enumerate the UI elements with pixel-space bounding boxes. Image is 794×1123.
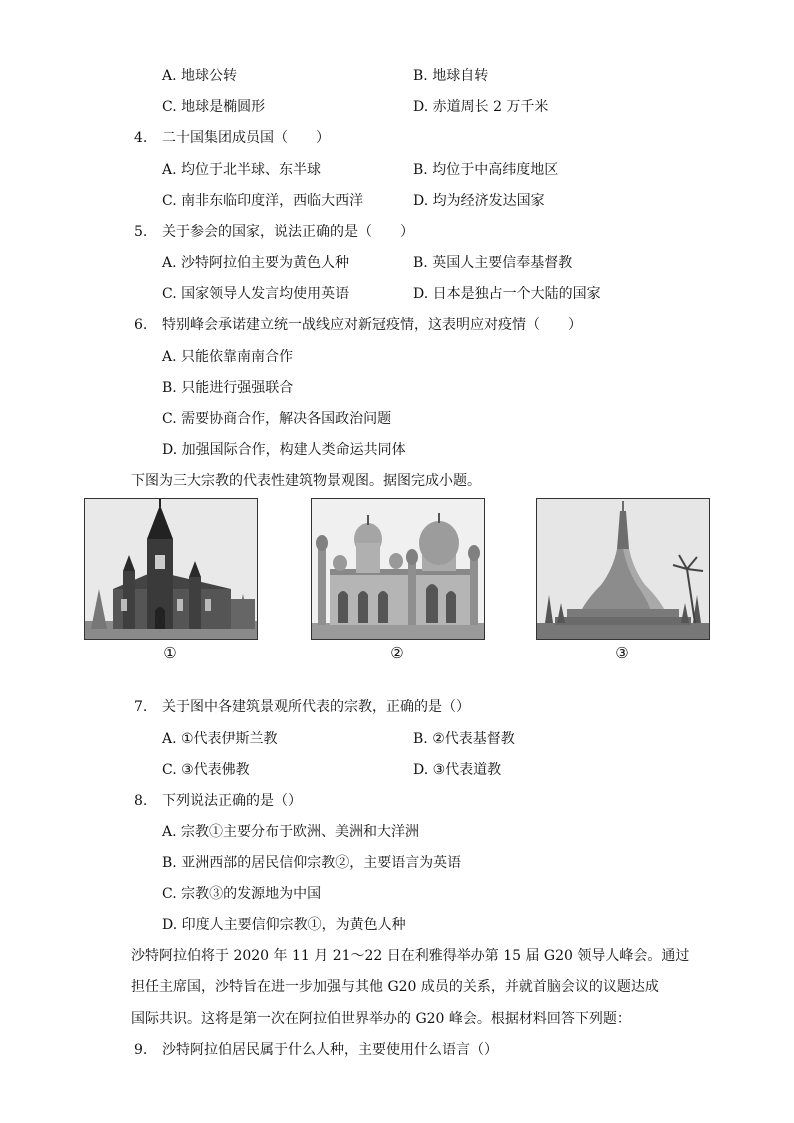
q4-option-d: D. 均为经济发达国家 [413, 193, 545, 209]
q8-option-d: D. 印度人主要信仰宗教①，为黄色人种 [162, 917, 406, 933]
q8-option-a: A. 宗教①主要分布于欧洲、美洲和大洋洲 [162, 824, 420, 840]
q6-option-c: C. 需要协商合作，解决各国政治问题 [162, 411, 392, 427]
q4-option-a: A. 均位于北半球、东半球 [162, 162, 322, 178]
q3-option-b: B. 地球自转 [413, 68, 489, 84]
q5-number: 5. [134, 224, 148, 240]
q3-option-c: C. 地球是椭圆形 [162, 99, 266, 115]
passage-line-3: 国际共识。这将是第一次在阿拉伯世界举办的 G20 峰会。根据材料回答下列题： [131, 1011, 631, 1027]
q5-option-c: C. 国家领导人发言均使用英语 [162, 286, 350, 302]
q3-option-a: A. 地球公转 [162, 68, 238, 84]
q5-question: 关于参会的国家，说法正确的是（ ） [162, 224, 414, 240]
q9-number: 9. [134, 1042, 148, 1058]
caption-3: ③ [615, 644, 629, 662]
q4-option-c: C. 南非东临印度洋，西临大西洋 [162, 193, 364, 209]
q8-question: 下列说法正确的是（） [162, 793, 302, 809]
q3-option-d: D. 赤道周长 2 万千米 [413, 99, 549, 115]
q6-option-b: B. 只能进行强强联合 [162, 380, 294, 396]
q5-option-a: A. 沙特阿拉伯主要为黄色人种 [162, 255, 350, 271]
q8-option-b: B. 亚洲西部的居民信仰宗教②，主要语言为英语 [162, 855, 462, 871]
pagoda-photo [536, 498, 710, 640]
q7-option-b: B. ②代表基督教 [413, 731, 515, 747]
q4-number: 4. [134, 130, 148, 146]
q4-question: 二十国集团成员国（ ） [162, 130, 330, 146]
q8-number: 8. [134, 793, 148, 809]
q5-option-b: B. 英国人主要信奉基督教 [413, 255, 573, 271]
q8-option-c: C. 宗教③的发源地为中国 [162, 886, 322, 902]
religion-figure-intro: 下图为三大宗教的代表性建筑物景观图。据图完成小题。 [131, 473, 481, 489]
caption-2: ② [390, 644, 404, 662]
q6-question: 特别峰会承诺建立统一战线应对新冠疫情，这表明应对疫情（ ） [162, 317, 582, 333]
church-photo [84, 498, 258, 640]
passage-line-1: 沙特阿拉伯将于 2020 年 11 月 21～22 日在利雅得举办第 15 届 G20 领导人峰会。通过 [131, 948, 690, 964]
q9-question: 沙特阿拉伯居民属于什么人种，主要使用什么语言（） [162, 1042, 498, 1058]
mosque-photo [311, 498, 485, 640]
passage-line-2: 担任主席国，沙特旨在进一步加强与其他 G20 成员的关系，并就首脑会议的议题达成 [131, 979, 659, 995]
q7-option-d: D. ③代表道教 [413, 762, 502, 778]
q6-option-d: D. 加强国际合作，构建人类命运共同体 [162, 442, 406, 458]
q4-option-b: B. 均位于中高纬度地区 [413, 162, 559, 178]
q7-number: 7. [134, 699, 148, 715]
q6-number: 6. [134, 317, 148, 333]
caption-1: ① [163, 644, 177, 662]
q7-question: 关于图中各建筑景观所代表的宗教，正确的是（） [162, 699, 470, 715]
q7-option-c: C. ③代表佛教 [162, 762, 250, 778]
q5-option-d: D. 日本是独占一个大陆的国家 [413, 286, 601, 302]
q7-option-a: A. ①代表伊斯兰教 [162, 731, 278, 747]
q6-option-a: A. 只能依靠南南合作 [162, 349, 294, 365]
